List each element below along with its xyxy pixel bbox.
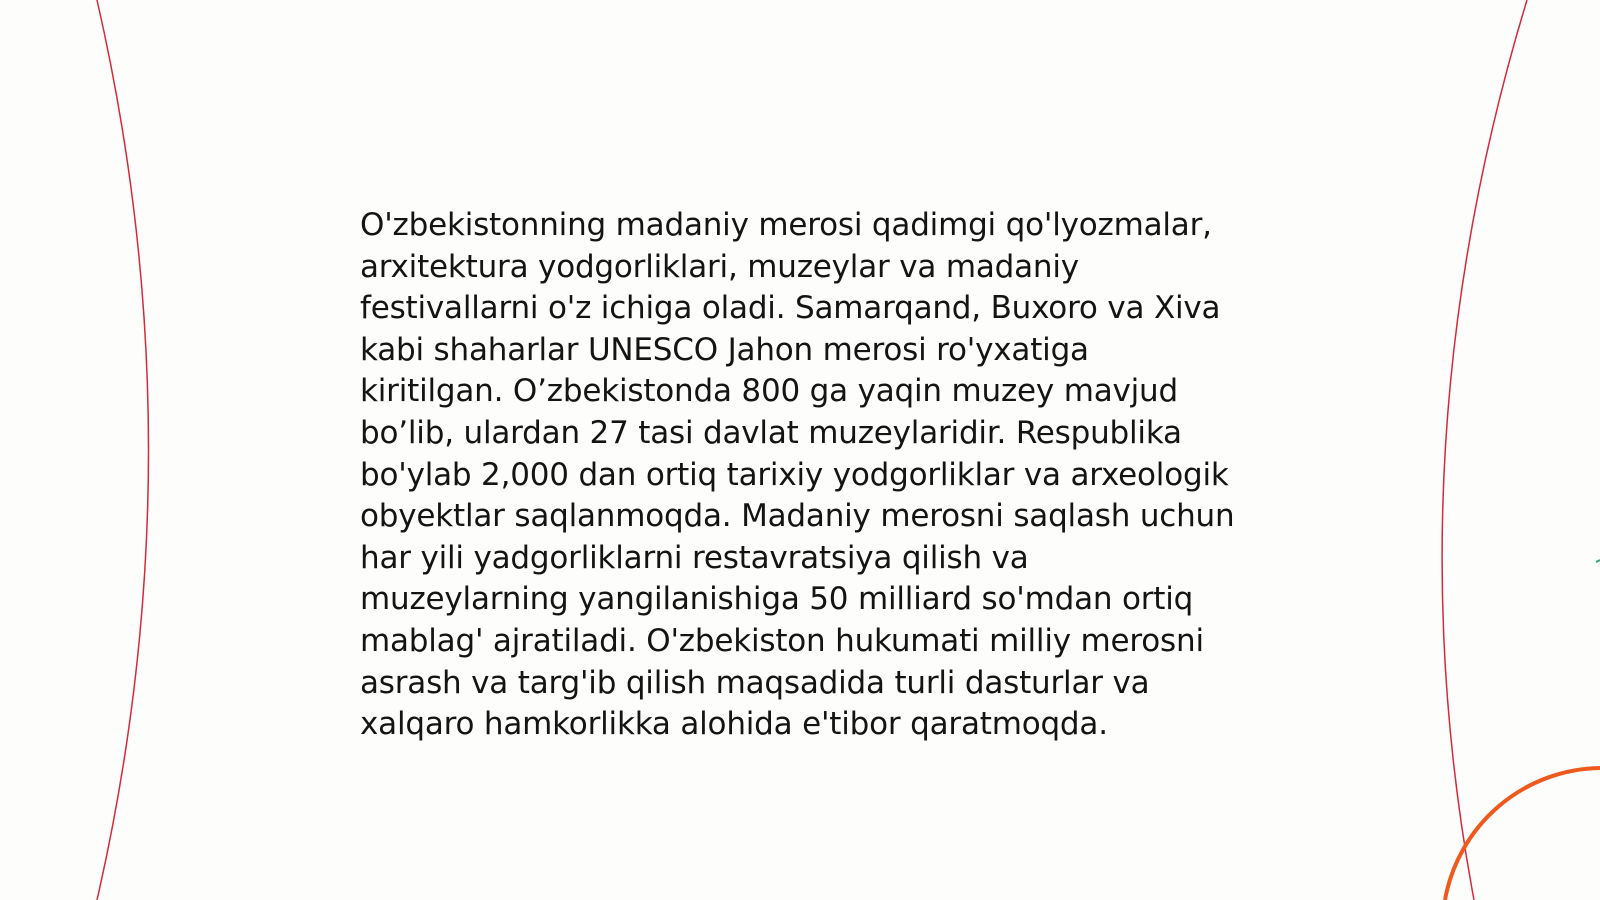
green-accent-mark xyxy=(1596,560,1600,562)
body-paragraph: O'zbekistonning madaniy merosi qadimgi qo'lyozmalar, arxitektura yodgorliklari, muzeylar va madaniy festivallarni o'z ichiga oladi. Samarqand, Buxoro va Xiva kabi shaharlar UNESCO Jahon merosi ro'yxatiga kiritilgan. O’zbekistonda 800 ga yaqin muzey mavjud bo’lib, ulardan 27 tasi davlat muzeylaridir. Respublika bo'ylab 2,000 dan ortiq tarixiy yodgorliklar va arxeologik obyektlar saqlanmoqda. Madaniy merosni saqlash uchun har yili yadgorliklarni restavratsiya qilish va muzeylarning yangilanishiga 50 milliard so'mdan ortiq mablag' ajratiladi. O'zbekiston hukumati milliy merosni asrash va targ'ib qilish maqsadida turli dasturlar va xalqaro hamkorlikka alohida e'tibor qaratmoqda. xyxy=(360,207,1235,743)
left-curve-line xyxy=(97,0,149,900)
orange-arc xyxy=(1445,768,1600,900)
right-curve-line xyxy=(1442,0,1527,900)
